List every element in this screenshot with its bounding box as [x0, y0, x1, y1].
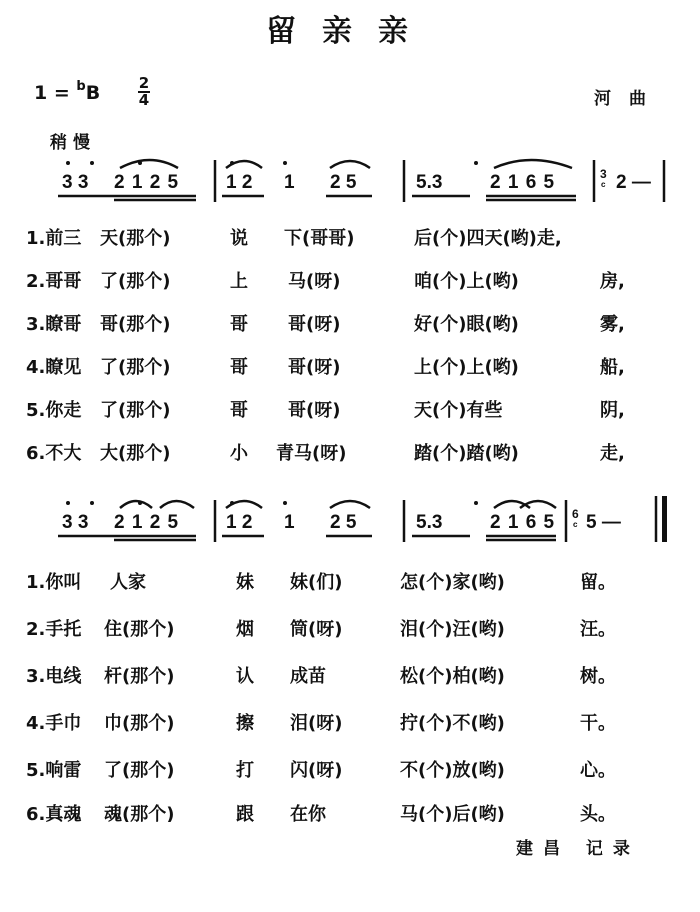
lyric-segment: 上(个)上(哟)	[414, 357, 519, 378]
lyric-segment: 马(个)后(哟)	[400, 804, 505, 822]
lyric-segment: 说	[230, 228, 248, 249]
lyric-segment: 了(那个)	[100, 271, 171, 292]
lyric-segment: 干。	[580, 713, 616, 734]
lyric-segment: 泪(呀)	[290, 713, 343, 734]
key-note: B	[85, 82, 101, 104]
lyric-segment: 船,	[600, 357, 625, 378]
lyric-segment: 走,	[600, 443, 625, 462]
melody-note-group: 2 1 2 5	[114, 512, 180, 533]
lyric-segment: 跟	[236, 804, 254, 822]
lyric-segment: 松(个)柏(哟)	[400, 666, 505, 687]
melody-note-group: 1	[284, 512, 295, 533]
lyric-segment: 大(那个)	[100, 443, 171, 462]
lyric-segment: 5.你走	[26, 400, 82, 421]
lyric-segment: 2.哥哥	[26, 271, 82, 292]
lyric-segment: 拧(个)不(哟)	[400, 713, 505, 734]
verse-row	[26, 270, 625, 292]
melody-note-group: 2 5	[330, 172, 357, 193]
key-prefix: 1 =	[34, 82, 70, 104]
lyric-segment: 泪(个)汪(哟)	[400, 619, 505, 640]
lyric-segment: 了(那个)	[100, 357, 171, 378]
lyric-segment: 下(哥哥)	[284, 228, 355, 249]
lyric-segment: 1.前三	[26, 228, 82, 249]
lyric-segment: 4.瞭见	[26, 357, 82, 378]
lyric-segment: 怎(个)家(哟)	[400, 572, 505, 593]
melody-line-2	[0, 490, 700, 550]
slur	[330, 501, 370, 508]
lyrics-block-1	[0, 212, 700, 462]
svg-text:ᶜ: ᶜ	[573, 519, 578, 533]
lyric-segment: 不(个)放(哟)	[400, 760, 505, 781]
lyrics-block-2	[0, 552, 700, 822]
svg-text:6: 6	[572, 507, 579, 521]
slur	[120, 160, 178, 168]
verse-row	[26, 712, 616, 734]
lyric-segment: 烟	[236, 619, 254, 640]
lyric-segment: 人家	[110, 572, 146, 593]
lyric-segment: 哥(呀)	[288, 314, 341, 335]
verse-row	[26, 227, 562, 249]
time-signature-bottom: 4	[138, 91, 150, 109]
melody-note-group: 5 —	[586, 512, 621, 533]
slur	[120, 501, 152, 508]
lyric-segment: 4.手巾	[26, 713, 82, 734]
lyric-segment: 3.电线	[26, 666, 82, 687]
verse-row	[26, 313, 625, 335]
melody-note-group: 2 —	[616, 172, 651, 193]
lyric-segment: 住(那个)	[104, 619, 175, 640]
lyric-segment: 6.真魂	[26, 804, 82, 822]
melody-note-group: 3 3	[62, 172, 89, 193]
lyric-segment: 头。	[580, 804, 616, 822]
lyric-segment: 3.瞭哥	[26, 314, 82, 335]
lyric-segment: 魂(那个)	[104, 804, 175, 822]
song-title: 留亲亲	[266, 14, 434, 49]
svg-text:3: 3	[600, 167, 607, 181]
lyric-segment: 哥	[230, 314, 248, 335]
lyric-segment: 后(个)四天(哟)走,	[414, 228, 562, 249]
lyric-segment: 天(那个)	[100, 228, 171, 249]
lyric-segment: 上	[230, 271, 248, 292]
lyric-segment: 妹(们)	[290, 572, 343, 593]
svg-text:ᶜ: ᶜ	[601, 179, 606, 193]
lyric-segment: 2.手托	[26, 619, 82, 640]
lyric-segment: 筒(呀)	[290, 619, 343, 640]
lyric-segment: 咱(个)上(哟)	[414, 271, 519, 292]
song-origin: 河曲	[594, 89, 664, 109]
lyric-segment: 小	[230, 443, 248, 462]
verse-row	[26, 571, 616, 593]
slur	[520, 501, 556, 508]
lyric-segment: 擦	[236, 713, 254, 734]
melody-note-group: 5.3	[416, 172, 443, 193]
lyric-segment: 了(那个)	[104, 760, 175, 781]
lyric-segment: 雾,	[600, 314, 625, 335]
melody-note-group: 2 1 2 5	[114, 172, 180, 193]
lyric-segment: 哥(呀)	[288, 357, 341, 378]
melody-note-group: 2 5	[330, 512, 357, 533]
melody-note-group: 5.3	[416, 512, 443, 533]
recorder-credit: 建昌 记录	[516, 839, 640, 859]
melody-note-group: 3 3	[62, 512, 89, 533]
verse-row	[26, 442, 625, 462]
lyric-segment: 巾(那个)	[104, 713, 175, 734]
lyric-segment: 留。	[580, 572, 616, 593]
lyric-segment: 1.你叫	[26, 572, 82, 593]
lyric-segment: 5.响雷	[26, 760, 82, 781]
lyric-segment: 马(呀)	[288, 271, 341, 292]
tempo-marking: 稍慢	[50, 133, 96, 153]
lyric-segment: 打	[236, 760, 254, 781]
lyric-segment: 妹	[236, 572, 254, 593]
lyric-segment: 青马(呀)	[276, 443, 347, 462]
verse-row	[26, 803, 616, 822]
lyric-segment: 哥	[230, 400, 248, 421]
lyric-segment: 杆(那个)	[104, 666, 175, 687]
lyric-segment: 哥(呀)	[288, 400, 341, 421]
slur	[494, 160, 572, 168]
verse-row	[26, 665, 616, 687]
verse-row	[26, 618, 616, 640]
lyric-segment: 6.不大	[26, 443, 82, 462]
lyric-segment: 了(那个)	[100, 400, 171, 421]
melody-note-group: 2 1 6 5	[490, 512, 556, 533]
melody-note-group: 1	[284, 172, 295, 193]
melody-line-1	[0, 150, 700, 210]
lyric-segment: 汪。	[580, 619, 616, 640]
slur	[330, 161, 370, 168]
lyric-segment: 天(个)有些	[414, 400, 503, 421]
melody-note-group: 1 2	[226, 172, 253, 193]
melody-note-group: 1 2	[226, 512, 253, 533]
lyric-segment: 阴,	[600, 400, 625, 421]
lyric-segment: 认	[236, 666, 254, 687]
lyric-segment: 在你	[290, 804, 326, 822]
lyric-segment: 踏(个)踏(哟)	[414, 443, 519, 462]
verse-row	[26, 356, 625, 378]
time-signature-top: 2	[138, 74, 150, 92]
lyric-segment: 树。	[580, 666, 616, 687]
slur	[160, 501, 194, 508]
lyric-segment: 心。	[580, 760, 616, 781]
lyric-segment: 房,	[600, 271, 625, 292]
time-signature	[138, 76, 150, 108]
lyric-segment: 好(个)眼(哟)	[414, 314, 519, 335]
lyric-segment: 闪(呀)	[290, 760, 343, 781]
verse-row	[26, 399, 625, 421]
melody-note-group: 2 1 6 5	[490, 172, 556, 193]
verse-row	[26, 759, 616, 781]
lyric-segment: 成苗	[290, 666, 326, 687]
lyric-segment: 哥(那个)	[100, 314, 171, 335]
flat-sign: b	[76, 79, 86, 94]
lyric-segment: 哥	[230, 357, 248, 378]
key-signature	[34, 79, 101, 104]
